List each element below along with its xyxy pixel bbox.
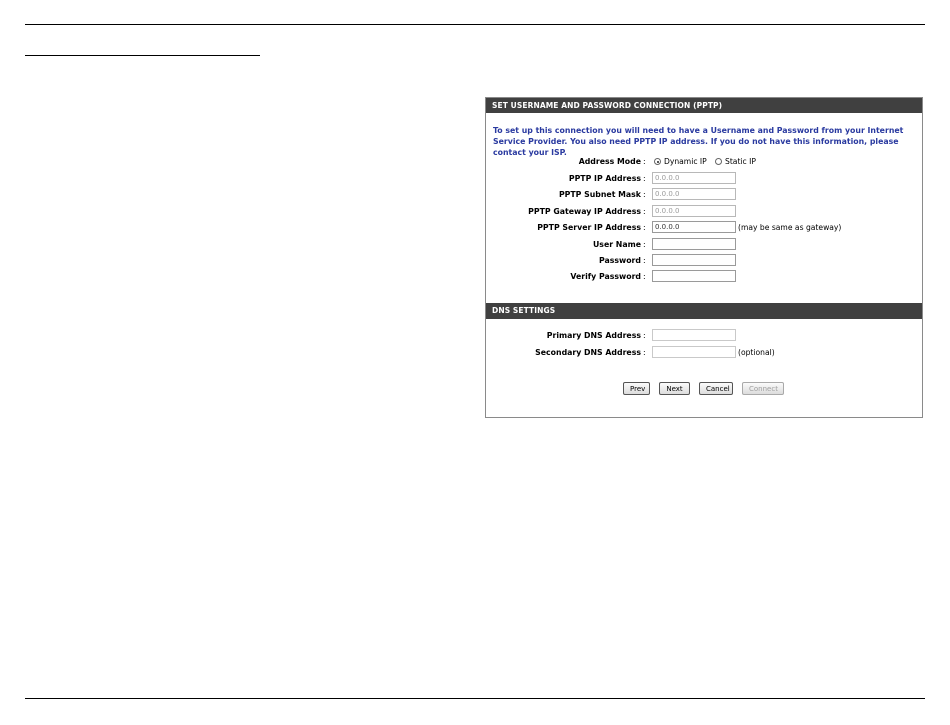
password-label: Password: [598, 256, 641, 265]
secondary-dns-row: Secondary DNS Address : (optional): [486, 346, 924, 360]
verify-password-input[interactable]: [652, 270, 736, 282]
pptp-description: To set up this connection you will need to have a Username and Password from your Internet Service Provider. You also need PPTP IP address. If you do not have this information, please contact your ISP.: [493, 126, 904, 157]
secondary-dns-note: (optional): [738, 348, 775, 357]
pptp-subnet-label: PPTP Subnet Mask: [558, 190, 641, 199]
dns-section-title: DNS SETTINGS: [486, 303, 922, 319]
heading-underline: [25, 55, 260, 56]
connect-button[interactable]: Connect: [742, 382, 784, 395]
username-label: User Name: [592, 240, 641, 249]
pptp-server-row: PPTP Server IP Address : 0.0.0.0 (may be same as gateway): [486, 221, 924, 235]
password-row: Password :: [486, 254, 924, 268]
primary-dns-label: Primary DNS Address: [546, 331, 641, 340]
bottom-rule: [25, 698, 925, 699]
pptp-section-title: SET USERNAME AND PASSWORD CONNECTION (PPTP): [486, 98, 922, 113]
pptp-gateway-input[interactable]: [652, 205, 736, 217]
static-ip-label: Static IP: [725, 157, 756, 166]
username-input[interactable]: [652, 238, 736, 250]
top-rule: [25, 24, 925, 25]
dynamic-ip-radio[interactable]: [654, 158, 661, 165]
secondary-dns-label: Secondary DNS Address: [535, 348, 641, 357]
pptp-ip-input[interactable]: [652, 172, 736, 184]
pptp-subnet-input[interactable]: [652, 188, 736, 200]
pptp-setup-panel: [485, 97, 923, 418]
pptp-gateway-label: PPTP Gateway IP Address: [528, 207, 641, 216]
colon: :: [643, 157, 646, 166]
static-ip-radio[interactable]: [715, 158, 722, 165]
verify-password-label: Verify Password: [570, 272, 641, 281]
pptp-subnet-row: PPTP Subnet Mask : 0.0.0.0: [486, 188, 924, 202]
verify-password-row: Verify Password :: [486, 270, 924, 284]
primary-dns-input[interactable]: [652, 329, 736, 341]
dynamic-ip-label: Dynamic IP: [664, 157, 707, 166]
pptp-ip-row: PPTP IP Address : 0.0.0.0: [486, 172, 924, 186]
pptp-server-note: (may be same as gateway): [738, 223, 842, 232]
pptp-ip-label: PPTP IP Address: [568, 174, 641, 183]
wizard-buttons: [486, 382, 922, 396]
primary-dns-row: Primary DNS Address :: [486, 329, 924, 343]
address-mode-row: [486, 155, 924, 169]
pptp-server-input[interactable]: [652, 221, 736, 233]
prev-button[interactable]: Prev: [623, 382, 650, 395]
username-row: User Name :: [486, 238, 924, 252]
pptp-gateway-row: PPTP Gateway IP Address : 0.0.0.0: [486, 205, 924, 219]
secondary-dns-input[interactable]: [652, 346, 736, 358]
pptp-server-label: PPTP Server IP Address: [537, 223, 641, 232]
address-mode-label: Address Mode: [578, 157, 641, 166]
next-button[interactable]: Next: [659, 382, 690, 395]
password-input[interactable]: [652, 254, 736, 266]
cancel-button[interactable]: Cancel: [699, 382, 733, 395]
